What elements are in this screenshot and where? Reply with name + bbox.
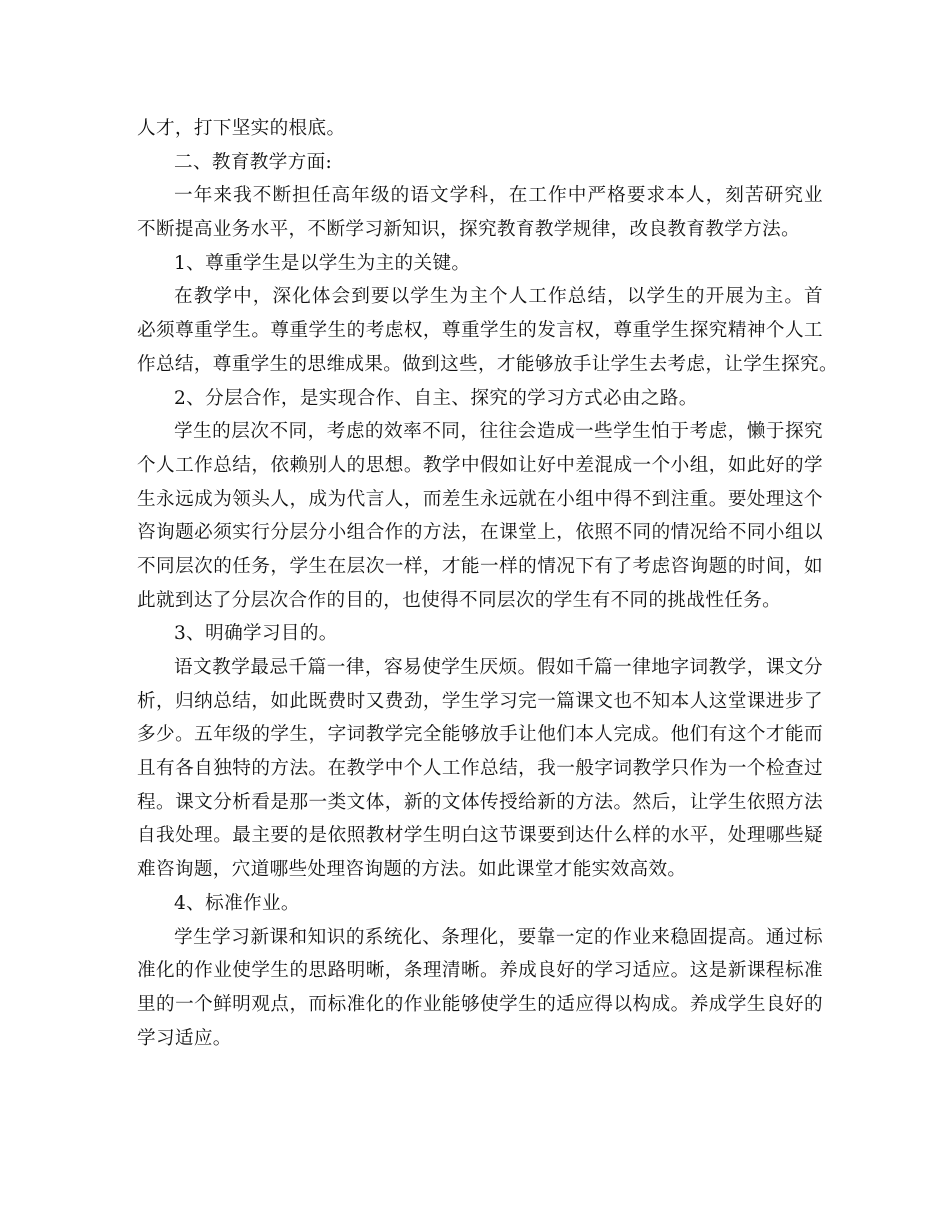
text-line: 1、尊重学生是以学生为主的关键。 xyxy=(174,252,471,274)
text-line: 学生学习新课和知识的系统化、条理化，要靠一定的作业来稳固提高。通过标 xyxy=(174,926,823,948)
text-line: 多少。五年级的学生，字词教学完全能够放手让他们本人完成。他们有这个才能而 xyxy=(137,724,823,746)
document-body xyxy=(137,112,838,1055)
text-line: 难咨询题，穴道哪些处理咨询题的方法。如此课堂才能实效高效。 xyxy=(137,859,687,881)
text-line: 学生的层次不同，考虑的效率不同，往往会造成一些学生怕于考虑，懒于探究 xyxy=(174,421,823,443)
text-line: 不断提高业务水平，不断学习新知识，探究教育教学规律，改良教育教学方法。 xyxy=(137,219,801,241)
text-line: 程。课文分析看是那一类文体，新的文体传授给新的方法。然后，让学生依照方法 xyxy=(137,791,823,813)
text-line: 3、明确学习目的。 xyxy=(174,623,338,645)
text-line: 析，归纳总结，如此既费时又费劲，学生学习完一篇课文也不知本人这堂课进步了 xyxy=(137,690,823,712)
text-line: 准化的作业使学生的思路明晰，条理清晰。养成良好的学习适应。这是新课程标准 xyxy=(137,960,823,982)
text-line: 二、教育教学方面: xyxy=(174,151,333,173)
text-line: 生永远成为领头人，成为代言人，而差生永远就在小组中得不到注重。要处理这个 xyxy=(137,488,823,510)
text-line: 自我处理。最主要的是依照教材学生明白这节课要到达什么样的水平，处理哪些疑 xyxy=(137,825,823,847)
text-line: 里的一个鲜明观点，而标准化的作业能够使学生的适应得以构成。养成学生良好的 xyxy=(137,993,823,1015)
text-line: 个人工作总结，依赖别人的思想。教学中假如让好中差混成一个小组，如此好的学 xyxy=(137,454,823,476)
text-line: 作总结，尊重学生的思维成果。做到这些，才能够放手让学生去考虑，让学生探究。 xyxy=(137,353,838,375)
text-line: 且有各自独特的方法。在教学中个人工作总结，我一般字词教学只作为一个检查过 xyxy=(137,758,823,780)
text-line: 学习适应。 xyxy=(137,1027,232,1049)
text-line: 4、标准作业。 xyxy=(174,892,300,914)
text-line: 在教学中，深化体会到要以学生为主个人工作总结，以学生的开展为主。首 xyxy=(174,286,823,308)
text-line: 2、分层合作，是实现合作、自主、探究的学习方式必由之路。 xyxy=(174,387,698,409)
text-line: 咨询题必须实行分层分小组合作的方法，在课堂上，依照不同的情况给不同小组以 xyxy=(137,522,823,544)
text-line: 语文教学最忌千篇一律，容易使学生厌烦。假如千篇一律地字词教学，课文分 xyxy=(174,657,823,678)
text-line: 一年来我不断担任高年级的语文学科，在工作中严格要求本人，刻苦研究业 xyxy=(174,185,823,207)
text-line: 人才，打下坚实的根底。 xyxy=(137,118,346,139)
text-line: 不同层次的任务，学生在层次一样，才能一样的情况下有了考虑咨询题的时间，如 xyxy=(137,555,823,577)
text-line: 此就到达了分层次合作的目的，也使得不同层次的学生有不同的挑战性任务。 xyxy=(137,589,782,611)
text-line: 必须尊重学生。尊重学生的考虑权，尊重学生的发言权，尊重学生探究精神个人工 xyxy=(137,320,823,342)
